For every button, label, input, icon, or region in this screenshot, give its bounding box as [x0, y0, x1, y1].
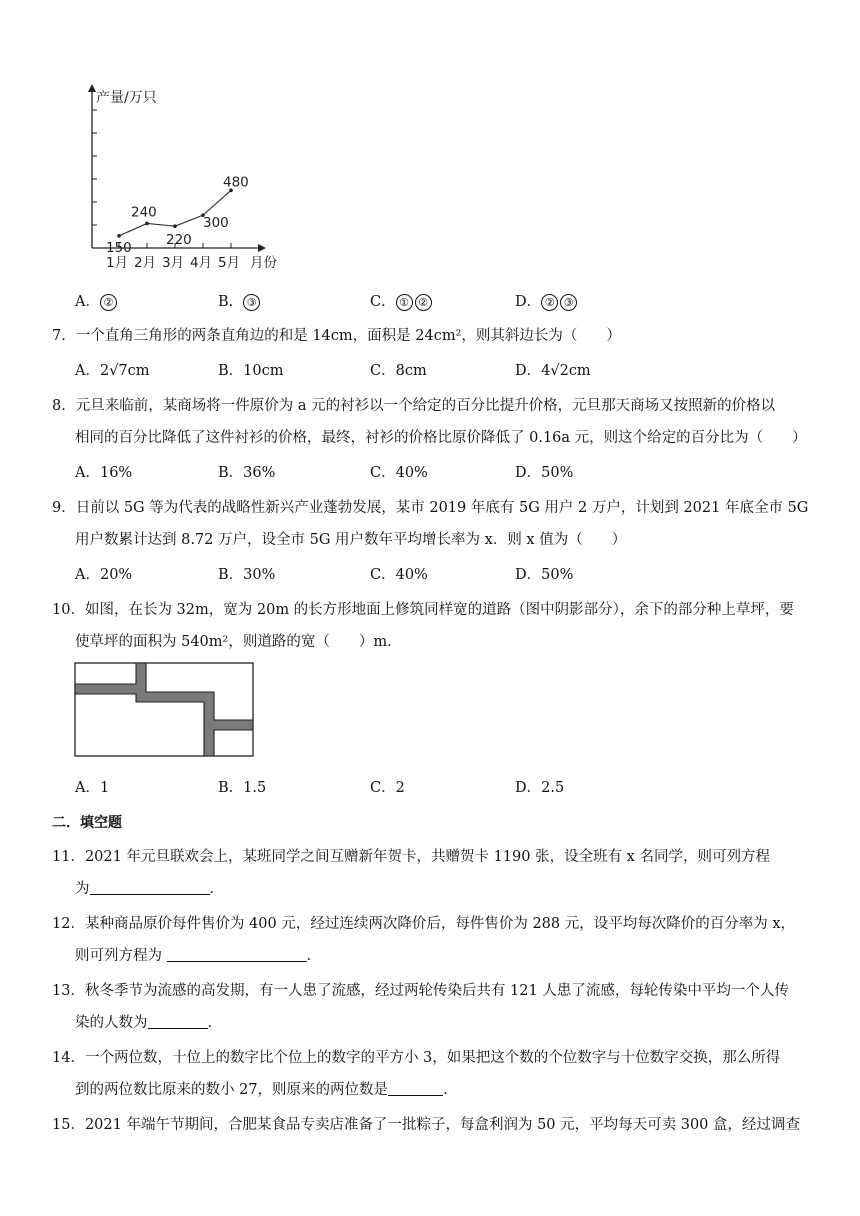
data-label: 480	[223, 174, 249, 191]
q14-stem-line1: 14．一个两位数，十位上的数字比个位上的数字的平方小 3，如果把这个数的个位数字与十位数字交换，那么所得	[52, 1050, 781, 1066]
q9-stem-line2: 用户数累计达到 8.72 万户，设全市 5G 用户数年平均增长率为 x．则 x 值为（ ）	[75, 532, 627, 548]
q11-stem-line2: 为 ．	[75, 881, 224, 897]
x-tick-label: 5月	[218, 255, 241, 271]
data-label: 300	[203, 215, 229, 232]
q11-answer-blank[interactable]	[90, 880, 210, 895]
q10-option-a[interactable]: A．1	[75, 780, 110, 796]
q12-stem-line2: 则可列方程为 ．	[75, 948, 322, 964]
x-tick-label: 1月	[106, 255, 129, 271]
q12-stem-line1: 12．某种商品原价每件售价为 400 元，经过连续两次降价后，每件售价为 288 元，设平均每次降价的百分率为 x，	[52, 916, 796, 932]
x-axis-label: 月份	[250, 255, 277, 271]
q10-option-c[interactable]: C．2	[370, 780, 405, 796]
q13-stem-line2: 染的人数为 ．	[75, 1015, 222, 1031]
q6-option-b[interactable]: B． ③	[218, 290, 262, 311]
q12-answer-blank[interactable]	[167, 947, 307, 962]
q8-option-a[interactable]: A．16%	[75, 465, 133, 481]
q8-option-c[interactable]: C．40%	[370, 465, 428, 481]
x-tick-label: 3月	[162, 255, 185, 271]
x-tick-label: 2月	[134, 255, 157, 271]
q7-option-d[interactable]: D．4√2cm	[515, 363, 591, 379]
q8-stem-line2: 相同的百分比降低了这件衬衫的价格，最终，衬衫的价格比原价降低了 0.16a 元，则这个给定的百分比为（ ）	[75, 430, 807, 446]
q10-stem-line1: 10．如图，在长为 32m，宽为 20m 的长方形地面上修筑同样宽的道路（图中阴影部分），余下的部分种上草坪，要	[52, 602, 794, 618]
q9-option-c[interactable]: C．40%	[370, 567, 428, 583]
q8-option-b[interactable]: B．36%	[218, 465, 276, 481]
q6-option-c[interactable]: C． ① ②	[370, 290, 434, 311]
x-tick-label: 4月	[190, 255, 213, 271]
x-axis-arrow	[258, 244, 266, 252]
y-axis-label: 产量/万只	[96, 90, 157, 106]
q14-answer-blank[interactable]	[388, 1081, 443, 1096]
data-point	[173, 224, 177, 228]
q10-stem-line2: 使草坪的面积为 540m²，则道路的宽（ ）m．	[75, 634, 402, 650]
section-fill-in-title: 二．填空题	[52, 815, 122, 831]
q10-option-d[interactable]: D．2.5	[515, 780, 565, 796]
q15-stem-line1: 15．2021 年端午节期间，合肥某食品专卖店准备了一批粽子，每盒利润为 50 元，平均每天可卖 300 盒，经过调查	[52, 1117, 801, 1133]
data-point	[117, 234, 121, 238]
data-label: 240	[131, 204, 157, 221]
q13-stem-line1: 13．秋冬季节为流感的高发期，有一人患了流感，经过两轮传染后共有 121 人患了流感，每轮传染中平均一个人传	[52, 983, 789, 999]
q7-option-a[interactable]: A．2√7cm	[75, 363, 150, 379]
q7-option-b[interactable]: B．10cm	[218, 363, 284, 379]
q9-option-a[interactable]: A．20%	[75, 567, 133, 583]
data-label: 150	[106, 239, 132, 256]
q8-stem-line1: 8．元旦来临前，某商场将一件原价为 a 元的衬衫以一个给定的百分比提升价格，元旦那天商场又按照新的价格以	[52, 398, 776, 414]
road-diagram	[74, 662, 256, 758]
q9-option-d[interactable]: D．50%	[515, 567, 574, 583]
q9-stem-line1: 9．日前以 5G 等为代表的战略性新兴产业蓬勃发展，某市 2019 年底有 5G 用户 2 万户，计划到 2021 年底全市 5G	[52, 500, 809, 516]
data-label: 220	[166, 232, 192, 249]
q9-option-b[interactable]: B．30%	[218, 567, 276, 583]
q14-stem-line2: 到的两位数比原来的数小 27，则原来的两位数是 ．	[75, 1082, 458, 1098]
q11-stem-line1: 11．2021 年元旦联欢会上，某班同学之间互赠新年贺卡，共赠贺卡 1190 张，设全班有 x 名同学，则可列方程	[52, 849, 770, 865]
data-point	[145, 222, 149, 226]
q7-stem: 7．一个直角三角形的两条直角边的和是 14cm，面积是 24cm²，则其斜边长为（ ）	[52, 328, 621, 344]
q7-option-c[interactable]: C．8cm	[370, 363, 427, 379]
production-line-chart	[70, 80, 300, 280]
y-axis-arrow	[88, 84, 96, 92]
q10-option-b[interactable]: B．1.5	[218, 780, 267, 796]
q13-answer-blank[interactable]	[148, 1014, 208, 1029]
q6-option-d[interactable]: D． ② ③	[515, 290, 579, 311]
q8-option-d[interactable]: D．50%	[515, 465, 574, 481]
q6-option-a[interactable]: A． ②	[75, 290, 119, 311]
